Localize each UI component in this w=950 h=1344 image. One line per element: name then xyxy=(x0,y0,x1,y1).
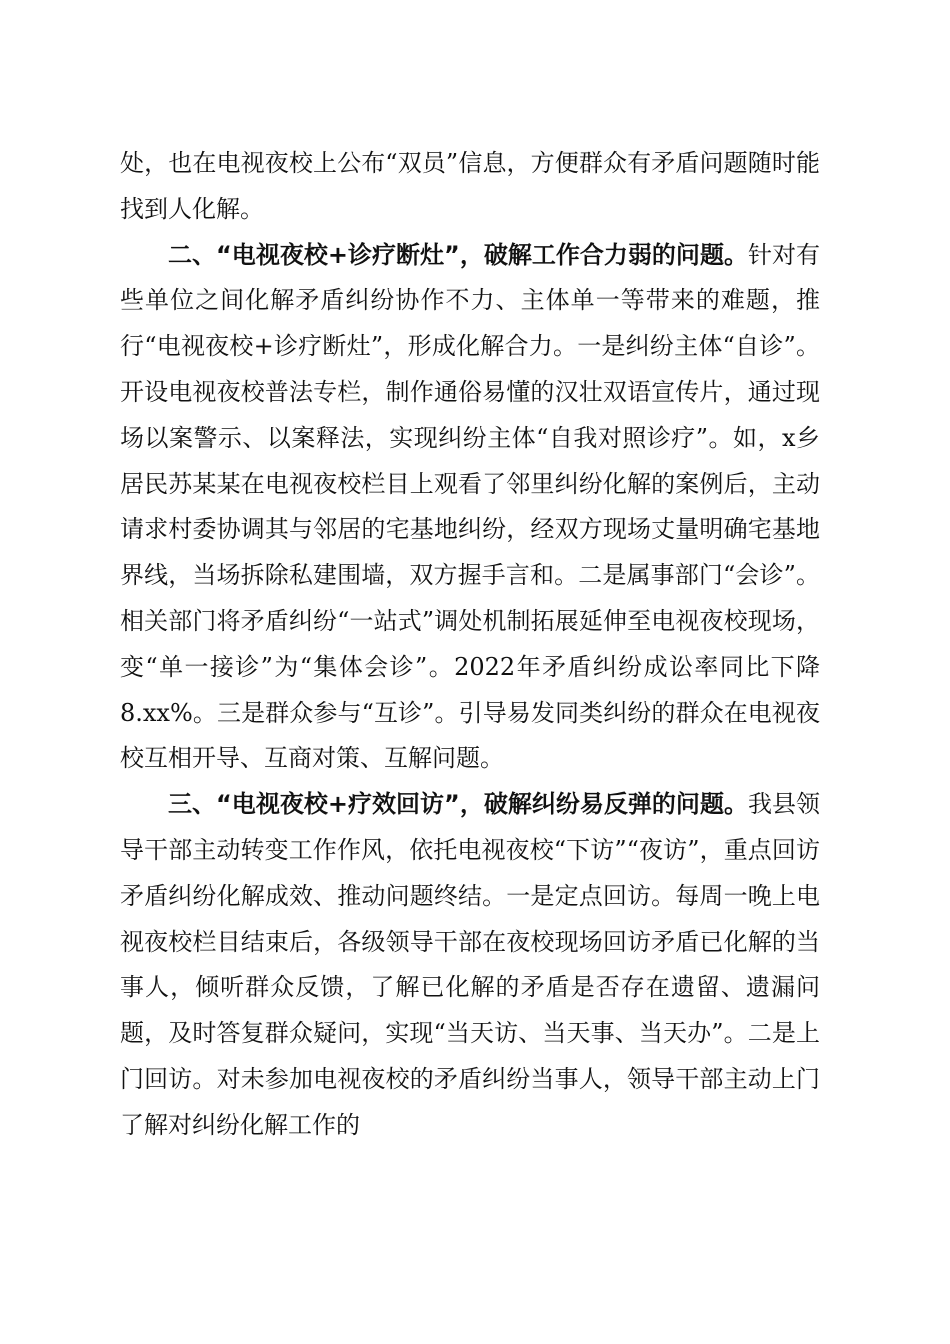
paragraph-text: 我县领导干部主动转变工作作风，依托电视夜校“下访”“夜访”，重点回访矛盾纠纷化解成效、推动问题终结。一是定点回访。每周一晚上电视夜校栏目结束后，各级领导干部在夜校现场回访矛盾已化解的当事人，倾听群众反馈，了解已化解的矛盾是否存在遗留、遗漏问题，及时答复群众疑问，实现“当天访、当天事、当天办”。二是上门回访。对未参加电视夜校的矛盾纠纷当事人，领导干部主动上门了解对纠纷化解工作的 xyxy=(120,790,821,1139)
paragraph-continuation xyxy=(120,141,820,233)
section-two-heading: 二、“电视夜校+诊疗断灶”，破解工作合力弱的问题。 xyxy=(168,240,748,269)
paragraph-text: 处，也在电视夜校上公布“双员”信息，方便群众有矛盾问题随时能找到人化解。 xyxy=(120,149,820,223)
paragraph-section-three xyxy=(120,782,820,1148)
document-body xyxy=(120,141,820,1149)
paragraph-section-two xyxy=(120,233,820,783)
paragraph-text: 针对有些单位之间化解矛盾纠纷协作不力、主体单一等带来的难题，推行“电视夜校+诊疗断灶”，形成化解合力。一是纠纷主体“自诊”。开设电视夜校普法专栏，制作通俗易懂的汉壮双语宣传片，通过现场以案警示、以案释法，实现纠纷主体“自我对照诊疗”。如，x乡居民苏某某在电视夜校栏目上观看了邻里纠纷化解的案例后，主动请求村委协调其与邻居的宅基地纠纷，经双方现场丈量明确宅基地界线，当场拆除私建围墙，双方握手言和。二是属事部门“会诊”。相关部门将矛盾纠纷“一站式”调处机制拓展延伸至电视夜校现场，变“单一接诊”为“集体会诊”。2022年矛盾纠纷成讼率同比下降8.xx%。三是群众参与“互诊”。引导易发同类纠纷的群众在电视夜校互相开导、互商对策、互解问题。 xyxy=(120,240,821,773)
section-three-heading: 三、“电视夜校+疗效回访”，破解纠纷易反弹的问题。 xyxy=(168,790,748,819)
